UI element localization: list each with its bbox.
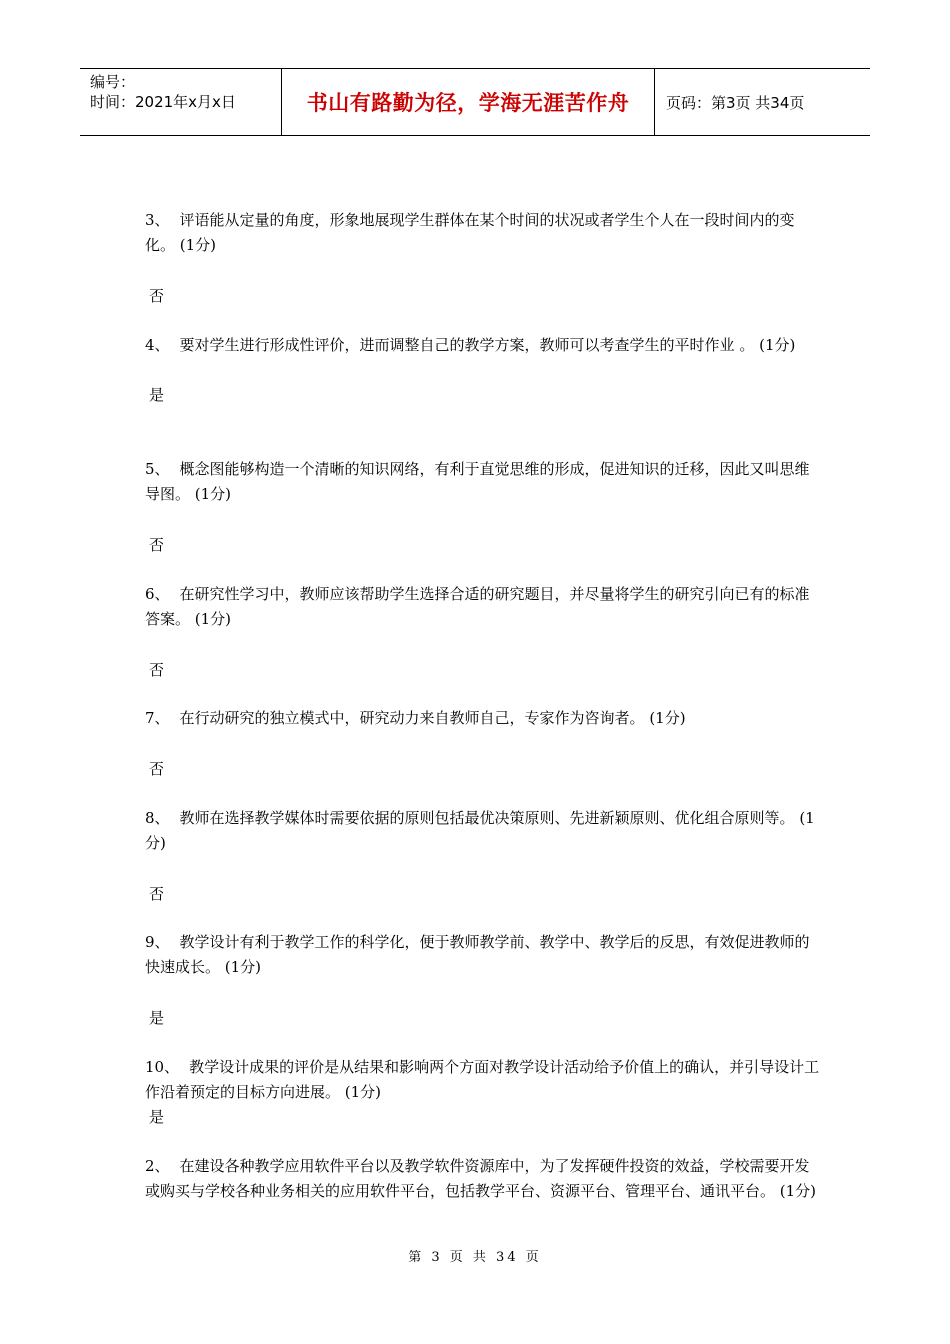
question-answer: 否 <box>149 885 165 903</box>
question-text: 概念图能够构造一个清晰的知识网络，有利于直觉思维的形成，促进知识的迁移，因此又叫思维导图。 (1分) <box>145 460 810 503</box>
question-number: 6、 <box>145 585 170 603</box>
question-text: 要对学生进行形成性评价，进而调整自己的教学方案，教师可以考查学生的平时作业 。 (1分) <box>179 336 796 354</box>
question-text: 在行动研究的独立模式中，研究动力来自教师自己，专家作为咨询者。 (1分) <box>179 709 686 727</box>
question-text: 教学设计有利于教学工作的科学化，便于教师教学前、教学中、教学后的反思，有效促进教师的快速成长。 (1分) <box>145 933 810 976</box>
question-answer: 否 <box>149 287 165 305</box>
question-text: 教师在选择教学媒体时需要依据的原则包括最优决策原则、先进新颖原则、优化组合原则等。 (1分) <box>145 809 815 852</box>
question-answer: 是 <box>149 1009 165 1027</box>
question-item <box>145 457 820 507</box>
question-text: 在研究性学习中，教师应该帮助学生选择合适的研究题目，并尽量将学生的研究引向已有的标准答案。 (1分) <box>145 585 810 628</box>
question-number: 3、 <box>145 211 170 229</box>
page-header <box>80 68 870 136</box>
question-answer: 否 <box>149 760 165 778</box>
question-number: 9、 <box>145 933 170 951</box>
question-item <box>145 1154 820 1204</box>
question-number: 4、 <box>145 336 170 354</box>
header-motto: 书山有路勤为径，学海无涯苦作舟 <box>306 91 630 115</box>
question-item <box>145 806 820 856</box>
question-number: 8、 <box>145 809 170 827</box>
question-number: 2、 <box>145 1157 170 1175</box>
question-answer: 否 <box>149 661 165 679</box>
header-meta <box>90 72 236 112</box>
question-item <box>145 1055 820 1105</box>
question-answer: 是 <box>149 386 165 404</box>
question-item <box>145 706 820 731</box>
doc-number-label: 编号： <box>90 73 136 91</box>
question-item <box>145 582 820 632</box>
question-answer: 是 <box>149 1108 165 1126</box>
question-answer: 否 <box>149 536 165 554</box>
question-number: 7、 <box>145 709 170 727</box>
question-text: 在建设各种教学应用软件平台以及教学软件资源库中，为了发挥硬件投资的效益，学校需要开发或购买与学校各种业务相关的应用软件平台，包括教学平台、资源平台、管理平台、通讯平台。 (1分) <box>145 1157 817 1200</box>
question-item <box>145 208 820 258</box>
question-number: 5、 <box>145 460 170 478</box>
doc-time-label: 时间：2021年x月x日 <box>90 93 236 111</box>
question-item <box>145 333 820 358</box>
page-footer: 第 3 页 共 34 页 <box>408 1250 542 1265</box>
header-divider-right <box>654 69 655 135</box>
question-text: 教学设计成果的评价是从结果和影响两个方面对教学设计活动给予价值上的确认，并引导设计工作沿着预定的目标方向进展。 (1分) <box>145 1058 820 1101</box>
header-page-info: 页码：第3页 共34页 <box>666 93 805 112</box>
question-item <box>145 930 820 980</box>
question-text: 评语能从定量的角度，形象地展现学生群体在某个时间的状况或者学生个人在一段时间内的变化。 (1分) <box>145 211 795 254</box>
question-number: 10、 <box>145 1058 180 1076</box>
